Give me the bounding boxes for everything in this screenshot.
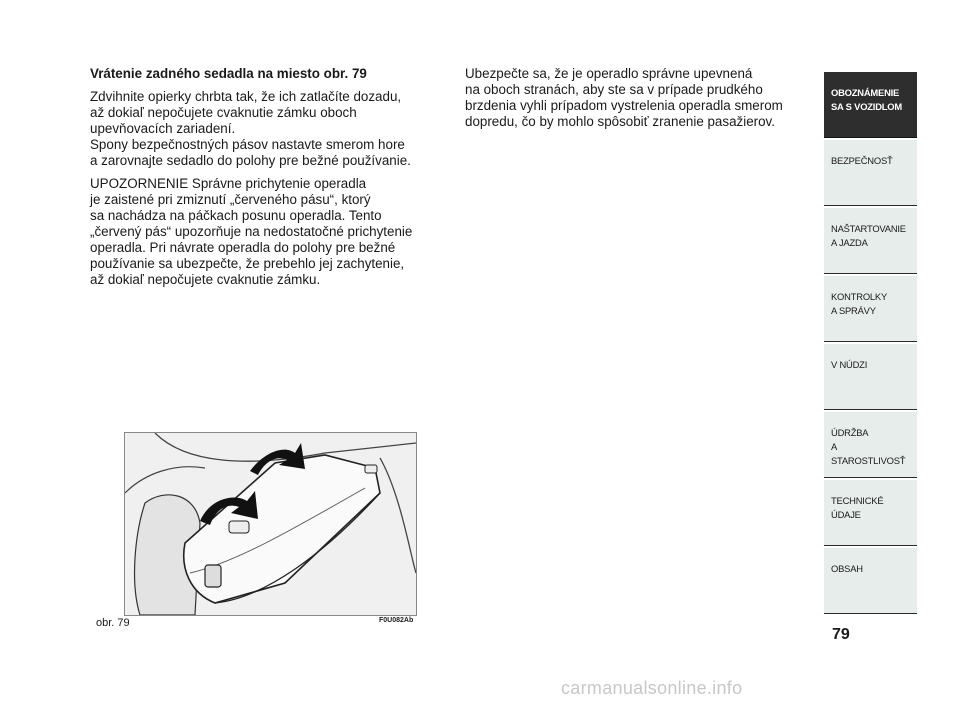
rear-seat-drawing: [125, 433, 416, 615]
tab-nastartovanie[interactable]: NAŠTARTOVANIE A JAZDA: [824, 208, 917, 274]
tab-bezpecnost[interactable]: BEZPEČNOSŤ: [824, 140, 917, 206]
tab-kontrolky[interactable]: KONTROLKY A SPRÁVY: [824, 276, 917, 342]
left-column: [90, 66, 450, 295]
tab-v-nudzi[interactable]: V NÚDZI: [824, 344, 917, 410]
page-number: 79: [832, 626, 850, 643]
tab-oboznamenie[interactable]: OBOZNÁMENIE SA S VOZIDLOM: [824, 72, 917, 138]
tab-obsah[interactable]: OBSAH: [824, 548, 917, 614]
paragraph: Zdvihnite opierky chrbta tak, že ich zatlačíte dozadu, až dokiaľ nepočujete cvaknutie zámku oboch upevňovacích zariadení. Spony bezpečnostných pásov nastavte smerom hore a zarovnajte sedadlo do polohy pre bežné používanie.: [90, 89, 411, 168]
figure-code: F0U082Ab: [379, 617, 414, 624]
seat-illustration: [124, 432, 417, 616]
section-heading: Vrátenie zadného sedadla na miesto obr. 79: [90, 66, 367, 81]
watermark: carmanualsonline.info: [561, 678, 743, 698]
right-column: [465, 66, 810, 137]
tab-technicke-udaje[interactable]: TECHNICKÉ ÚDAJE: [824, 480, 917, 546]
warning-paragraph: UPOZORNENIE Správne prichytenie operadla je zaistené pri zmiznutí „červeného pásu“, ktorý sa nachádza na páčkach posunu operadla. Tento „červený pás“ upozorňuje na nedostatočné prichytenie operadla. Pri návrate operadla do polohy pre bežné používanie sa ubezpečte, že prebehlo jej zachytenie, až dokiaľ nepočujete cvaknutie zámku.: [90, 176, 413, 287]
tab-udrzba[interactable]: ÚDRŽBA A STAROSTLIVOSŤ: [824, 412, 917, 478]
paragraph: Ubezpečte sa, že je operadlo správne upevnená na oboch stranách, aby ste sa v prípade prudkého brzdenia vyhli prípadom vystrelenia operadla smerom dopredu, čo by mohlo spôsobiť zranenie pasažierov.: [465, 66, 783, 129]
chapter-tabs: [824, 72, 917, 616]
figure-caption: obr. 79: [96, 617, 130, 629]
